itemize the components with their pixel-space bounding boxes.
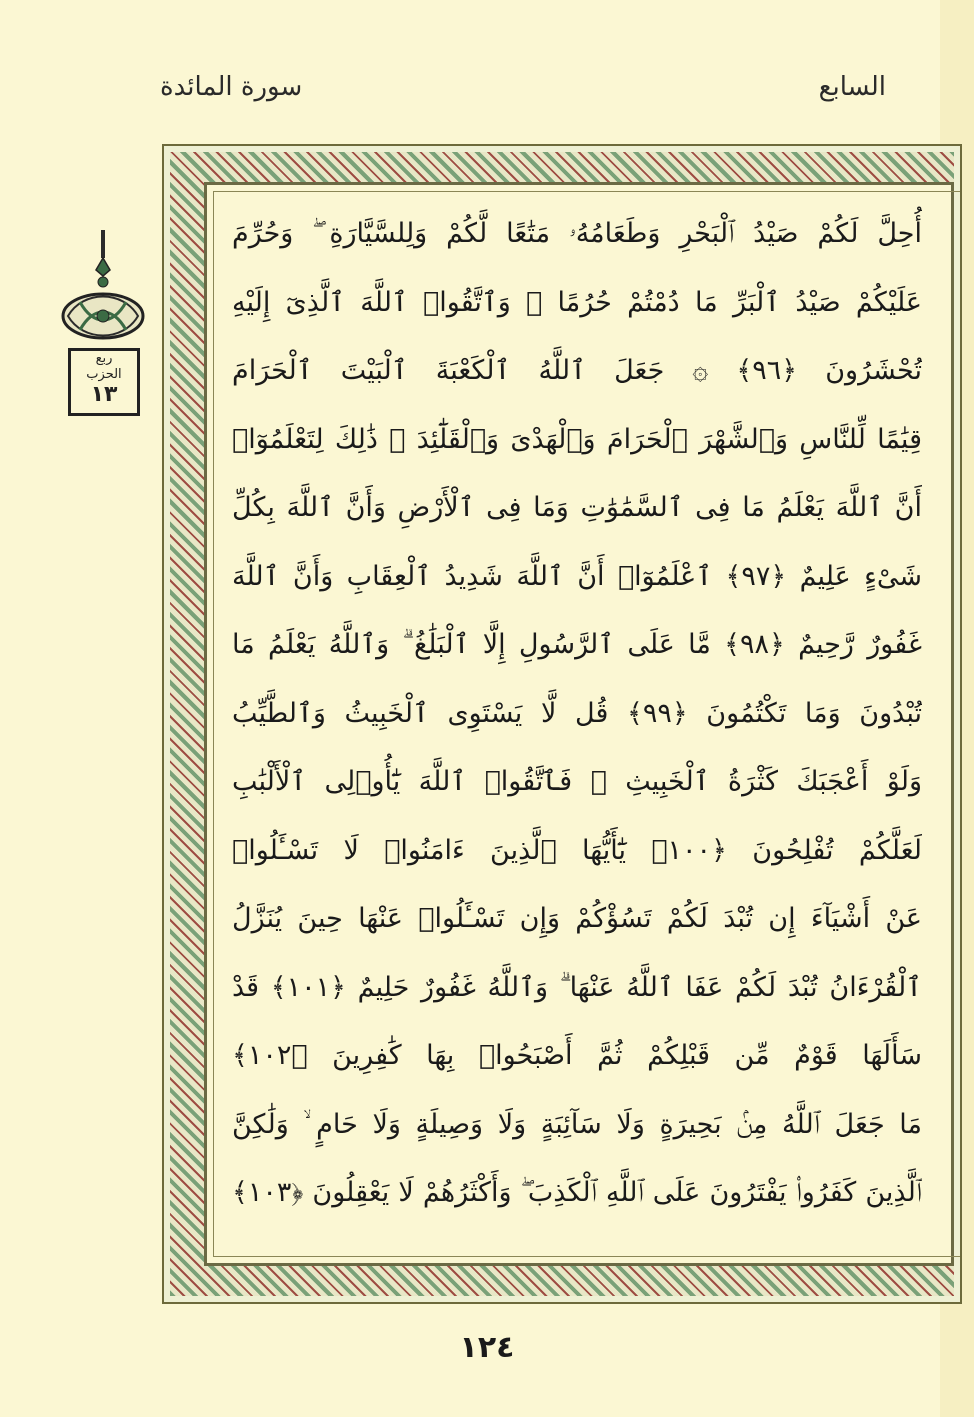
verse-line: غَفُورٌ رَّحِيمٌ ﴿٩٨﴾ مَّا عَلَى ٱلرَّسُولِ إِلَّا ٱلْبَلَٰغُ ۗ وَٱللَّهُ يَعْلَمُ مَا	[232, 629, 922, 660]
verse-line: لَعَلَّكُمْ تُفْلِحُونَ ﴿١٠٠﴾ يَٰٓأَيُّهَا ٱلَّذِينَ ءَامَنُوا۟ لَا تَسْـَٔلُوا۟	[232, 834, 922, 866]
verse-line: عَنْ أَشْيَآءَ إِن تُبْدَ لَكُمْ تَسُؤْكُمْ وَإِن تَسْـَٔلُوا۟ عَنْهَا حِينَ يُنَزَّلُ	[232, 903, 922, 934]
verse-line: تُبْدُونَ وَمَا تَكْتُمُونَ ﴿٩٩﴾ قُل لَّا يَسْتَوِى ٱلْخَبِيثُ وَٱلطَّيِّبُ	[232, 697, 922, 729]
running-header-surah: سورة المائدة	[160, 72, 303, 102]
running-header-juz: السابع	[818, 72, 886, 102]
hizb-label-mid: الحزب	[86, 367, 122, 382]
verse-text-block	[232, 200, 922, 1228]
verse-line: شَىْءٍ عَلِيمٌ ﴿٩٧﴾ ٱعْلَمُوٓا۟ أَنَّ ٱللَّهَ شَدِيدُ ٱلْعِقَابِ وَأَنَّ ٱللَّهَ	[232, 560, 922, 592]
verse-line: قِيَٰمًا لِّلنَّاسِ وَٱلشَّهْرَ ٱلْحَرَامَ وَٱلْهَدْىَ وَٱلْقَلَٰٓئِدَ ۚ ذَٰلِكَ لِتَعْلَمُوٓا۟	[232, 423, 922, 455]
verse-line: ٱلَّذِينَ كَفَرُوا۟ يَفْتَرُونَ عَلَى ٱللَّهِ ٱلْكَذِبَ ۖ وَأَكْثَرُهُمْ لَا يَعْقِلُونَ ﴿١٠٣﴾	[232, 1177, 922, 1208]
verse-line: أُحِلَّ لَكُمْ صَيْدُ ٱلْبَحْرِ وَطَعَامُهُۥ مَتَٰعًا لَّكُمْ وَلِلسَّيَّارَةِ ۖ وَحُرِّمَ	[232, 218, 922, 249]
verse-line: سَأَلَهَا قَوْمٌ مِّن قَبْلِكُمْ ثُمَّ أَصْبَحُوا۟ بِهَا كَٰفِرِينَ ﴿١٠٢﴾	[232, 1040, 922, 1071]
hizb-label-top: ربع	[95, 351, 113, 366]
verse-line: وَلَوْ أَعْجَبَكَ كَثْرَةُ ٱلْخَبِيثِ ۚ فَٱتَّقُوا۟ ٱللَّهَ يَٰٓأُو۟لِى ٱلْأَلْبَٰبِ	[232, 766, 922, 797]
verse-line: ٱلْقُرْءَانُ تُبْدَ لَكُمْ عَفَا ٱللَّهُ عَنْهَا ۗ وَٱللَّهُ غَفُورٌ حَلِيمٌ ﴿١٠١﴾ قَدْ	[232, 971, 922, 1003]
hizb-number: ١٣	[90, 382, 118, 407]
verse-line: أَنَّ ٱللَّهَ يَعْلَمُ مَا فِى ٱلسَّمَٰوَٰتِ وَمَا فِى ٱلْأَرْضِ وَأَنَّ ٱللَّهَ بِكُلِّ	[232, 492, 922, 523]
hizb-ornament-icon	[58, 230, 148, 340]
page-number: ١٢٤	[459, 1330, 515, 1365]
verse-line: مَا جَعَلَ ٱللَّهُ مِنۢ بَحِيرَةٍ وَلَا سَآئِبَةٍ وَلَا وَصِيلَةٍ وَلَا حَامٍ ۙ وَلَٰكِنَّ	[232, 1108, 922, 1140]
verse-line: عَلَيْكُمْ صَيْدُ ٱلْبَرِّ مَا دُمْتُمْ حُرُمًا ۗ وَٱتَّقُوا۟ ٱللَّهَ ٱلَّذِىٓ إِلَيْهِ	[232, 286, 922, 318]
hizb-marker	[68, 348, 140, 416]
verse-line: تُحْشَرُونَ ﴿٩٦﴾ ۞ جَعَلَ ٱللَّهُ ٱلْكَعْبَةَ ٱلْبَيْتَ ٱلْحَرَامَ	[232, 355, 922, 386]
